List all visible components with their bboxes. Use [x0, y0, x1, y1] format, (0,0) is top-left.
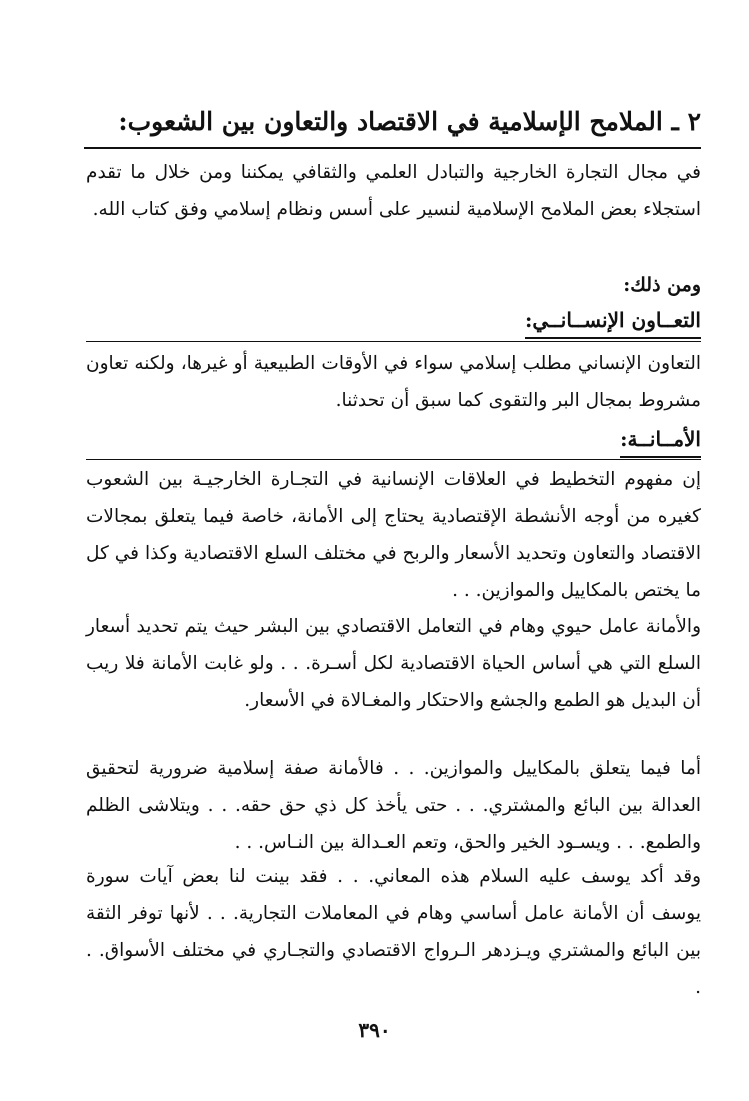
cooperation-heading-underline [525, 337, 701, 339]
title-underline [84, 147, 701, 149]
cooperation-text: التعاون الإنساني مطلب إسلامي سواء في الأوقات الطبيعية أو غيرها، ولكنه تعاون مشروط بمجال البر والتقوى كما سبق أن تحدثنا. [86, 353, 701, 411]
cooperation-heading [525, 305, 701, 335]
section-title: ٢ ـ الملامح الإسلامية في الاقتصاد والتعاون بين الشعوب: [118, 107, 701, 136]
intro-paragraph [86, 154, 701, 228]
trust-paragraph-3 [86, 750, 701, 861]
trust-paragraph-4 [86, 858, 701, 1006]
cooperation-divider [86, 341, 701, 342]
trust-paragraph-1 [86, 461, 701, 609]
trust-text-2: والأمانة عامل حيوي وهام في التعامل الاقتصادي بين البشر حيث يتم تحديد أسعار السلع التي هي أساس الحياة الاقتصادية لكل أسـرة. . . ولو غابت الأمانة فلا ريب أن البديل هو الطمع والجشع والاحتكار والمغـالاة في الأسعار. [86, 616, 701, 711]
trust-heading-underline [620, 456, 701, 458]
cooperation-heading-text: التعــاون الإنســانــي: [525, 308, 701, 332]
lead-in-text: ومن ذلك: [623, 274, 701, 296]
cooperation-paragraph [86, 345, 701, 419]
intro-text: في مجال التجارة الخارجية والتبادل العلمي والثقافي يمكننا ومن خلال ما تقدم استجلاء بعض الملامح الإسلامية لنسير على أسس ونظام إسلامي وفق كتاب الله. [86, 162, 701, 220]
trust-text-1: إن مفهوم التخطيط في العلاقات الإنسانية في التجـارة الخارجيـة بين الشعوب كغيره من أوجه الأنشطة الإقتصادية يحتاج إلى الأمانة، خاصة فيما يتعلق بمجالات الاقتصاد والتعاون وتحديد الأسعار والربح في مختلف السلع الاقتصادية وكذا في كل ما يختص بالمكاييل والموازين. . . [86, 469, 701, 601]
trust-heading-text: الأمــانــة: [620, 427, 701, 451]
trust-text-4: وقد أكد يوسف عليه السلام هذه المعاني. . . فقد بينت لنا بعض آيات سورة يوسف أن الأمانة عامل أساسي وهام في المعاملات التجارية. . . لأنها توفر الثقة بين البائع والمشتري ويـزدهر الـرواج الاقتصادي والتجـاري في مختلف الأسواق. . . [86, 866, 701, 998]
trust-divider [86, 459, 701, 460]
trust-heading [620, 424, 701, 454]
trust-paragraph-2 [86, 608, 701, 719]
page-number: ٣٩٠ [358, 1018, 391, 1042]
trust-text-3: أما فيما يتعلق بالمكاييل والموازين. . . فالأمانة صفة إسلامية ضرورية لتحقيق العدالة بين البائع والمشتري. . . حتى يأخذ كل ذي حق حقه. . . ويتلاشى الظلم والطمع. . . ويسـود الخير والحق، وتعم العـدالة بين النـاس. . . [86, 758, 701, 853]
